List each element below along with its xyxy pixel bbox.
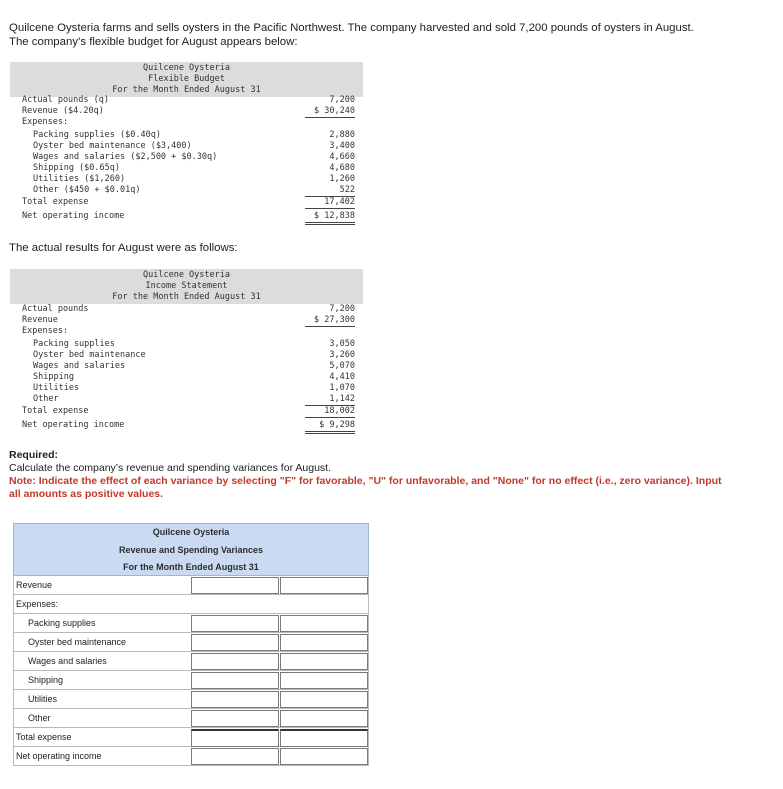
is-row-revenue: Revenue $ 27,300 (22, 315, 355, 325)
flexible-budget-subtitle: Flexible Budget (148, 74, 225, 84)
is-row-utilities: Utilities 1,070 (33, 383, 355, 393)
variance-table (13, 523, 369, 766)
flexible-budget-title: Quilcene Oysteria (143, 63, 230, 73)
flex-row-pounds: Actual pounds (q) 7,200 (22, 95, 355, 105)
variance-row-wages: Wages and salaries (13, 652, 369, 671)
flexible-budget-statement (10, 62, 363, 222)
is-row-wages: Wages and salaries 5,070 (33, 361, 355, 371)
is-row-packing: Packing supplies 3,050 (33, 339, 355, 349)
flex-row-other: Other ($450 + $0.01q) 522 (33, 185, 355, 195)
variance-row-revenue: Revenue (13, 576, 369, 595)
variance-table-period: For the Month Ended August 31 (123, 562, 259, 572)
wages-amount-input[interactable] (191, 653, 279, 670)
total-expense-effect-select[interactable] (280, 729, 368, 747)
actual-results-heading: The actual results for August were as follows: (9, 242, 238, 254)
variance-table-title: Quilcene Oysteria (152, 527, 230, 537)
flex-row-packing: Packing supplies ($0.40q) 2,880 (33, 130, 355, 140)
is-row-expenses: Expenses: (22, 326, 69, 336)
flex-row-total-expense: Total expense 17,402 (22, 197, 355, 207)
flex-row-utilities: Utilities ($1,260) 1,260 (33, 174, 355, 184)
variance-table-header (13, 523, 369, 576)
variance-row-packing: Packing supplies (13, 614, 369, 633)
oyster-bed-effect-select[interactable] (280, 634, 368, 651)
is-row-shipping: Shipping 4,410 (33, 372, 355, 382)
is-row-oyster-bed: Oyster bed maintenance 3,260 (33, 350, 355, 360)
is-row-pounds: Actual pounds 7,200 (22, 304, 355, 314)
total-expense-amount-input[interactable] (191, 729, 279, 747)
packing-effect-select[interactable] (280, 615, 368, 632)
variance-row-oyster-bed: Oyster bed maintenance (13, 633, 369, 652)
required-heading: Required: (9, 449, 59, 461)
variance-row-other: Other (13, 709, 369, 728)
income-statement-header (10, 269, 363, 304)
net-income-amount-input[interactable] (191, 748, 279, 765)
revenue-effect-select[interactable] (280, 577, 368, 594)
required-section (9, 449, 729, 501)
utilities-amount-input[interactable] (191, 691, 279, 708)
variance-row-net-income: Net operating income (13, 747, 369, 766)
variance-row-expenses: Expenses: (13, 595, 369, 614)
income-statement-subtitle: Income Statement (145, 281, 228, 291)
flex-row-shipping: Shipping ($0.65q) 4,680 (33, 163, 355, 173)
income-statement (10, 269, 363, 431)
variance-table-subtitle: Revenue and Spending Variances (118, 544, 264, 555)
income-statement-period: For the Month Ended August 31 (112, 292, 261, 302)
flex-row-net-income: Net operating income $ 12,838 (10, 211, 363, 222)
revenue-amount-input[interactable] (191, 577, 279, 594)
flexible-budget-header (10, 62, 363, 97)
flex-row-oyster-bed: Oyster bed maintenance ($3,400) 3,400 (33, 141, 355, 151)
shipping-amount-input[interactable] (191, 672, 279, 689)
flex-row-wages: Wages and salaries ($2,500 + $0.30q) 4,660 (33, 152, 355, 162)
variance-row-shipping: Shipping (13, 671, 369, 690)
net-income-effect-select[interactable] (280, 748, 368, 765)
is-row-other: Other 1,142 (33, 394, 355, 404)
variance-row-utilities: Utilities (13, 690, 369, 709)
flex-row-revenue: Revenue ($4.20q) $ 30,240 (22, 106, 355, 116)
packing-amount-input[interactable] (191, 615, 279, 632)
required-note: Note: Indicate the effect of each variance by selecting "F" for favorable, "U" for unfavorable, and "None" for no effect (i.e., zero variance). Input all amounts as positive values. (9, 475, 722, 500)
wages-effect-select[interactable] (280, 653, 368, 670)
shipping-effect-select[interactable] (280, 672, 368, 689)
flexible-budget-period: For the Month Ended August 31 (112, 85, 261, 95)
oyster-bed-amount-input[interactable] (191, 634, 279, 651)
intro-text: Quilcene Oysteria farms and sells oysters in the Pacific Northwest. The company harvested and sold 7,200 pounds of oysters in August. The company’s flexible budget for August appears below: (9, 22, 694, 48)
required-instruction: Calculate the company’s revenue and spending variances for August. (9, 462, 332, 474)
is-row-net-income: Net operating income $ 9,298 (10, 420, 363, 431)
is-row-total-expense: Total expense 18,002 (22, 406, 355, 416)
other-amount-input[interactable] (191, 710, 279, 727)
other-effect-select[interactable] (280, 710, 368, 727)
variance-row-total-expense: Total expense (13, 728, 369, 747)
flex-row-expenses: Expenses: (22, 117, 69, 127)
utilities-effect-select[interactable] (280, 691, 368, 708)
income-statement-title: Quilcene Oysteria (143, 270, 230, 280)
